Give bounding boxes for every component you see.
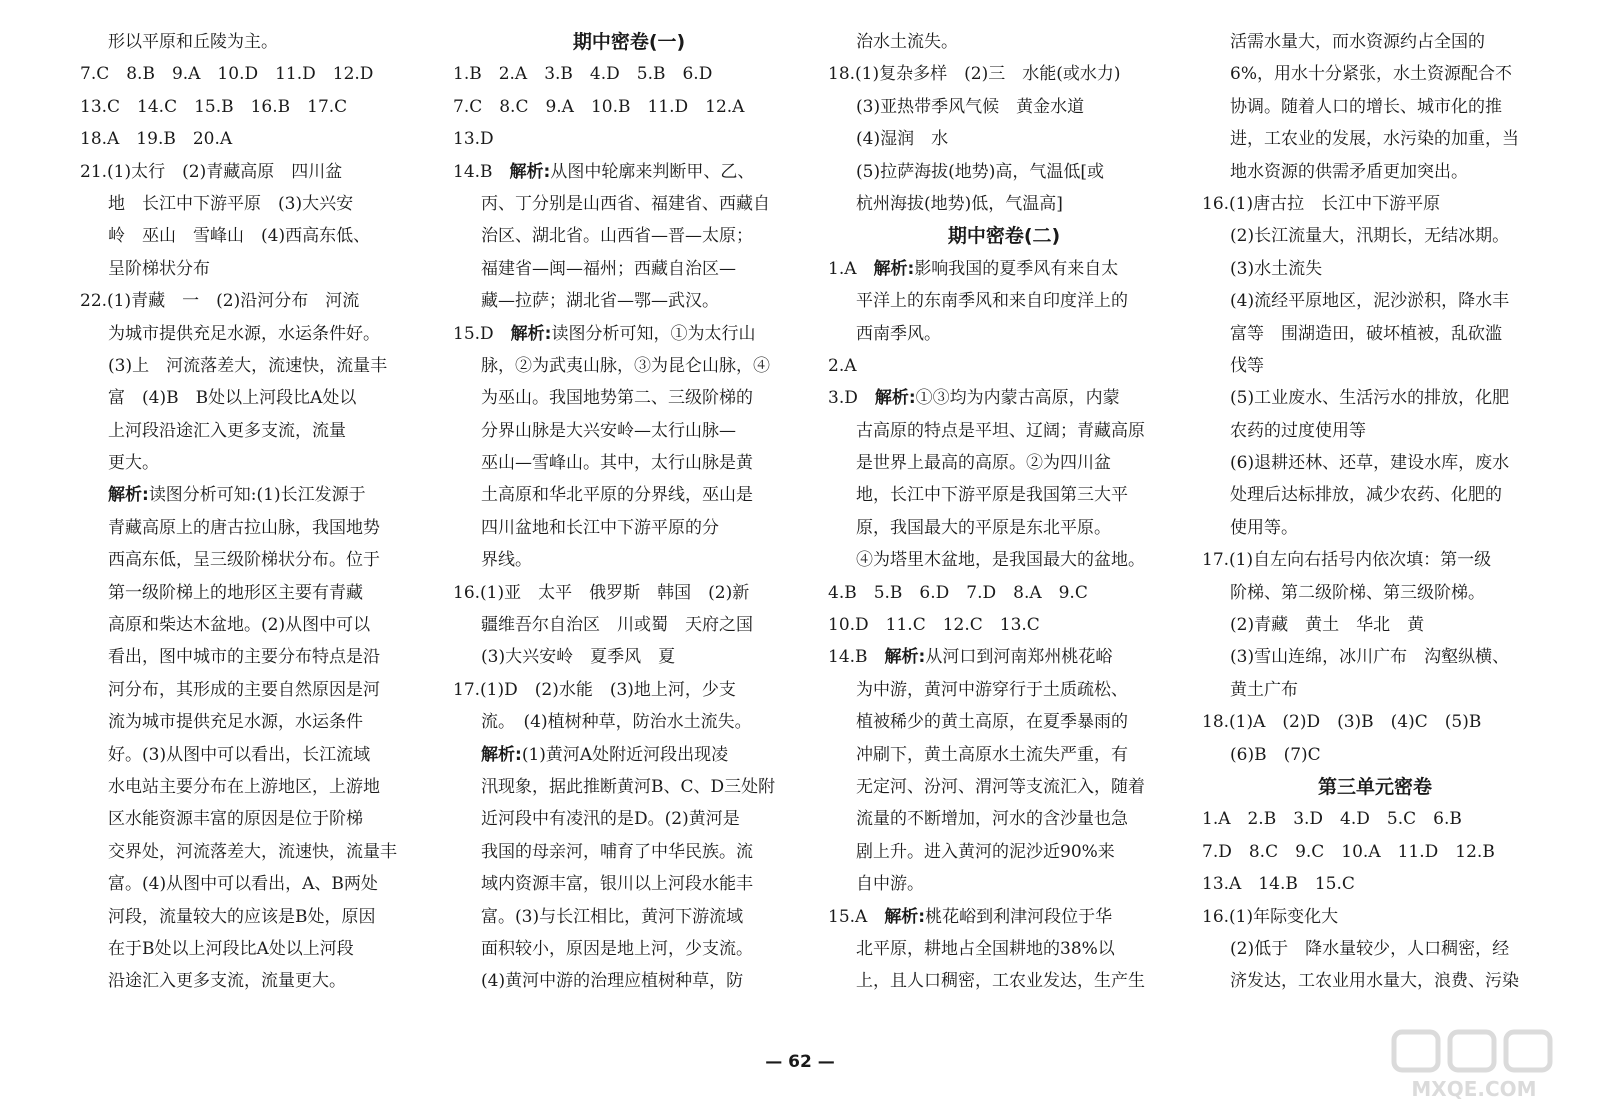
answer-line	[453, 641, 805, 673]
answer-line	[1202, 933, 1548, 965]
answer-line	[80, 771, 432, 803]
answer-line	[1202, 965, 1548, 997]
line-text: (4)湿润 水	[856, 129, 949, 150]
answer-line	[453, 382, 805, 414]
answer-line	[453, 577, 805, 609]
answer-line	[80, 415, 432, 447]
line-text: 上，且人口稠密，工农业发达，生产生	[856, 971, 1145, 992]
line-text: 1.A 2.B 3.D 4.D 5.C 6.B	[1202, 809, 1462, 830]
answer-line	[828, 641, 1180, 673]
answer-line	[453, 706, 805, 738]
line-text: 河段，流量较大的应该是B处，原因	[108, 906, 376, 927]
line-text: 处理后达标排放，减少农药、化肥的	[1230, 485, 1502, 506]
line-text: 丙、丁分别是山西省、福建省、西藏自	[481, 193, 770, 214]
line-text: 冲刷下，黄土高原水土流失严重，有	[856, 744, 1128, 765]
answer-line	[1202, 544, 1548, 576]
answer-line	[828, 609, 1180, 641]
line-text: 杭州海拔(地势)低，气温高]	[856, 193, 1063, 214]
answer-line	[453, 901, 805, 933]
answer-line	[828, 123, 1180, 155]
line-text: 协调。随着人口的增长、城市化的推	[1230, 96, 1502, 117]
answer-line	[1202, 512, 1548, 544]
answer-line	[1202, 91, 1548, 123]
line-text: 阶梯、第二级阶梯、第三级阶梯。	[1230, 582, 1485, 603]
answer-line	[1202, 641, 1548, 673]
answer-line	[453, 58, 805, 90]
line-text: 13.C 14.C 15.B 16.B 17.C	[80, 96, 348, 117]
column-3	[828, 26, 1180, 998]
line-text: 流。 (4)植树种草，防治水土流失。	[481, 712, 752, 733]
line-text: 2.A	[828, 355, 857, 376]
line-text: 上河段沿途汇入更多支流，流量	[108, 420, 346, 441]
line-text: ④为塔里木盆地，是我国最大的盆地。	[856, 550, 1145, 571]
answer-line	[80, 577, 432, 609]
answer-line	[453, 674, 805, 706]
line-text: 汛现象，据此推断黄河B、C、D三处附	[481, 776, 776, 797]
answer-line	[453, 803, 805, 835]
answer-line	[80, 901, 432, 933]
answer-line	[80, 544, 432, 576]
answer-line	[453, 220, 805, 252]
line-text: 第三单元密卷	[1317, 775, 1432, 798]
section-heading	[828, 220, 1180, 252]
line-text: 从河口到河南郑州桃花峪	[925, 647, 1113, 668]
analysis-label: 解析:	[873, 258, 915, 279]
line-text: (6)退耕还林、还草，建设水库，废水	[1230, 453, 1510, 474]
line-text: 黄土广布	[1230, 679, 1298, 700]
line-text: 济发达，工农业用水量大，浪费、污染	[1230, 971, 1519, 992]
line-text: 剧上升。进入黄河的泥沙近90%来	[856, 841, 1115, 862]
line-text: 北平原，耕地占全国耕地的38%以	[856, 938, 1115, 959]
answer-line	[828, 318, 1180, 350]
line-text: 15.A	[828, 906, 885, 927]
answer-line	[453, 479, 805, 511]
line-text: 22.(1)青藏 一 (2)沿河分布 河流	[80, 291, 360, 312]
answer-line	[1202, 26, 1548, 58]
answer-line	[1202, 58, 1548, 90]
line-text: 农药的过度使用等	[1230, 420, 1366, 441]
line-text: 15.D	[453, 323, 511, 344]
line-text: 形以平原和丘陵为主。	[108, 32, 278, 52]
line-text: 交界处，河流落差大，流速快，流量丰	[108, 841, 397, 862]
answer-line	[453, 156, 805, 188]
answer-line	[80, 674, 432, 706]
line-text: 青藏高原上的唐古拉山脉，我国地势	[108, 517, 380, 538]
line-text: 影响我国的夏季风有来自太	[914, 258, 1119, 279]
line-text: 富。(4)从图中可以看出，A、B两处	[108, 874, 378, 895]
line-text: 17.(1)自左向右括号内依次填：第一级	[1202, 550, 1492, 571]
line-text: 好。(3)从图中可以看出，长江流域	[108, 744, 371, 765]
answer-line	[1202, 123, 1548, 155]
answer-line	[828, 901, 1180, 933]
line-text: 活需水量大，而水资源约占全国的	[1230, 32, 1485, 52]
answer-line	[80, 868, 432, 900]
answer-line	[1202, 220, 1548, 252]
line-text: 在于B处以上河段比A处以上河段	[108, 938, 354, 959]
line-text: 近河段中有凌汛的是D。(2)黄河是	[481, 809, 740, 830]
answer-line	[828, 58, 1180, 90]
answer-line	[1202, 803, 1548, 835]
line-text: 沿途汇入更多支流，流量更大。	[108, 971, 346, 992]
line-text: 岭 巫山 雪峰山 (4)西高东低、	[108, 226, 371, 247]
line-text: (2)青藏 黄土 华北 黄	[1230, 615, 1425, 636]
answer-line	[453, 933, 805, 965]
answer-line	[1202, 609, 1548, 641]
answer-line	[828, 836, 1180, 868]
line-text: (4)流经平原地区，泥沙淤积，降水丰	[1230, 291, 1510, 312]
answer-line	[1202, 382, 1548, 414]
answer-line	[828, 512, 1180, 544]
answer-line	[828, 674, 1180, 706]
line-text: 富。(3)与长江相比，黄河下游流域	[481, 906, 744, 927]
answer-line	[80, 350, 432, 382]
line-text: (3)上 河流落差大，流速快，流量丰	[108, 355, 388, 376]
analysis-label: 解析:	[509, 161, 551, 182]
line-text: 地 长江中下游平原 (3)大兴安	[108, 193, 354, 214]
section-heading	[1202, 771, 1548, 803]
analysis-label: 解析:	[510, 323, 552, 344]
line-text: 18.(1)复杂多样 (2)三 水能(或水力)	[828, 64, 1121, 85]
answer-line	[80, 933, 432, 965]
answer-line	[828, 26, 1180, 58]
answer-line	[453, 836, 805, 868]
answer-line	[80, 641, 432, 673]
answer-line	[828, 447, 1180, 479]
line-text: (2)长江流量大，汛期长，无结冰期。	[1230, 226, 1510, 247]
line-text: 4.B 5.B 6.D 7.D 8.A 9.C	[828, 582, 1088, 603]
answer-line	[80, 91, 432, 123]
line-text: 16.(1)唐古拉 长江中下游平原	[1202, 193, 1441, 214]
line-text: 1.B 2.A 3.B 4.D 5.B 6.D	[453, 64, 713, 85]
answer-line	[80, 123, 432, 155]
answer-line	[80, 58, 432, 90]
analysis-label: 解析:	[874, 388, 916, 409]
answer-line	[828, 479, 1180, 511]
line-text: 域内资源丰富，银川以上河段水能丰	[481, 874, 753, 895]
line-text: 伐等	[1230, 355, 1264, 376]
line-text: 第一级阶梯上的地形区主要有青藏	[108, 582, 363, 603]
line-text: (3)雪山连绵，冰川广布 沟壑纵横、	[1230, 647, 1510, 668]
answer-line	[453, 868, 805, 900]
answer-line	[1202, 836, 1548, 868]
line-text: 7.C 8.B 9.A 10.D 11.D 12.D	[80, 64, 374, 85]
column-1	[80, 26, 432, 998]
line-text: 13.D	[453, 129, 494, 150]
answer-line	[828, 350, 1180, 382]
answer-line	[453, 512, 805, 544]
column-2	[453, 26, 805, 998]
line-text: 我国的母亲河，哺育了中华民族。流	[481, 841, 753, 862]
answer-line	[1202, 156, 1548, 188]
line-text: ①③均为内蒙古高原，内蒙	[915, 388, 1120, 409]
line-text: 读图分析可知:(1)长江发源于	[148, 485, 366, 506]
answer-line	[828, 91, 1180, 123]
answer-line	[828, 382, 1180, 414]
answer-line	[828, 156, 1180, 188]
line-text: 面积较小，原因是地上河，少支流。	[481, 938, 753, 959]
line-text: 进，工农业的发展，水污染的加重，当	[1230, 129, 1519, 150]
answer-line	[453, 285, 805, 317]
answer-line	[1202, 188, 1548, 220]
line-text: 西高东低，呈三级阶梯状分布。位于	[108, 550, 380, 571]
answer-line	[453, 253, 805, 285]
line-text: 17.(1)D (2)水能 (3)地上河，少支	[453, 679, 736, 700]
line-text: 使用等。	[1230, 517, 1298, 538]
line-text: 期中密卷(二)	[947, 225, 1061, 248]
line-text: (4)黄河中游的治理应植树种草，防	[481, 971, 744, 992]
line-text: (3)水土流失	[1230, 258, 1323, 279]
answer-line	[80, 803, 432, 835]
line-text: (5)工业废水、生活污水的排放，化肥	[1230, 388, 1510, 409]
answer-line	[1202, 674, 1548, 706]
line-text: 是世界上最高的高原。②为四川盆	[856, 453, 1111, 474]
answer-line	[80, 836, 432, 868]
line-text: 植被稀少的黄土高原，在夏季暴雨的	[856, 712, 1128, 733]
line-text: 看出，图中城市的主要分布特点是沿	[108, 647, 380, 668]
answer-line	[80, 382, 432, 414]
line-text: 桃花峪到利津河段位于华	[925, 906, 1113, 927]
answer-line	[1202, 577, 1548, 609]
answer-line	[828, 868, 1180, 900]
answer-line	[453, 415, 805, 447]
answer-line	[80, 253, 432, 285]
answer-line	[453, 318, 805, 350]
answer-line	[1202, 415, 1548, 447]
line-text: (2)低于 降水量较少，人口稠密，经	[1230, 938, 1510, 959]
line-text: 古高原的特点是平坦、辽阔；青藏高原	[856, 420, 1145, 441]
line-text: 为城市提供充足水源，水运条件好。	[108, 323, 380, 344]
answer-line	[453, 609, 805, 641]
answer-line	[828, 577, 1180, 609]
line-text: (5)拉萨海拔(地势)高，气温低[或	[856, 161, 1104, 182]
answer-line	[80, 188, 432, 220]
line-text: 21.(1)太行 (2)青藏高原 四川盆	[80, 161, 343, 182]
answer-line	[828, 544, 1180, 576]
answer-line	[80, 318, 432, 350]
line-text: 为中游，黄河中游穿行于土质疏松、	[856, 679, 1128, 700]
answer-line	[828, 933, 1180, 965]
line-text: 16.(1)亚 太平 俄罗斯 韩国 (2)新	[453, 582, 750, 603]
answer-line	[80, 706, 432, 738]
answer-line	[80, 285, 432, 317]
line-text: 土高原和华北平原的分界线，巫山是	[481, 485, 753, 506]
answer-line	[453, 188, 805, 220]
line-text: 16.(1)年际变化大	[1202, 906, 1339, 927]
page-number: — 62 —	[765, 1052, 835, 1072]
line-text: (1)黄河A处附近河段出现凌	[521, 744, 729, 765]
line-text: 无定河、汾河、渭河等支流汇入，随着	[856, 776, 1145, 797]
line-text: 7.D 8.C 9.C 10.A 11.D 12.B	[1202, 841, 1495, 862]
line-text: 流量的不断增加，河水的含沙量也急	[856, 809, 1128, 830]
line-text: 富 (4)B B处以上河段比A处以	[108, 388, 357, 409]
answer-line	[453, 123, 805, 155]
line-text: 巫山—雪峰山。其中，太行山脉是黄	[481, 453, 753, 474]
answer-line	[1202, 479, 1548, 511]
answer-line	[1202, 253, 1548, 285]
analysis-label: 解析:	[884, 906, 926, 927]
line-text: 区水能资源丰富的原因是位于阶梯	[108, 809, 363, 830]
answer-line	[453, 350, 805, 382]
line-text: 地，长江中下游平原是我国第三大平	[856, 485, 1128, 506]
answer-line	[1202, 706, 1548, 738]
watermark-text: MXQE.COM	[1411, 1077, 1537, 1101]
line-text: 高原和柴达木盆地。(2)从图中可以	[108, 615, 371, 636]
line-text: 界线。	[481, 550, 532, 571]
line-text: 流为城市提供充足水源，水运条件	[108, 712, 363, 733]
line-text: 治区、湖北省。山西省—晋—太原；	[481, 226, 753, 247]
line-text: 自中游。	[856, 874, 924, 895]
line-text: 6%，用水十分紧张，水土资源配合不	[1230, 64, 1512, 85]
line-text: 18.(1)A (2)D (3)B (4)C (5)B	[1202, 712, 1482, 733]
line-text: 地水资源的供需矛盾更加突出。	[1230, 161, 1468, 182]
line-text: 疆维吾尔自治区 川或蜀 天府之国	[481, 615, 753, 636]
line-text: (3)亚热带季风气候 黄金水道	[856, 96, 1085, 117]
answer-line	[453, 965, 805, 997]
answer-line	[828, 771, 1180, 803]
answer-line	[1202, 285, 1548, 317]
analysis-label: 解析:	[108, 485, 149, 506]
line-text: 四川盆地和长江中下游平原的分	[481, 517, 719, 538]
answer-line	[80, 447, 432, 479]
line-text: 10.D 11.C 12.C 13.C	[828, 615, 1040, 636]
answer-line	[453, 771, 805, 803]
line-text: 14.B	[453, 161, 510, 182]
answer-line	[828, 188, 1180, 220]
line-text: 西南季风。	[856, 323, 941, 344]
column-4	[1202, 26, 1548, 998]
answer-line	[80, 965, 432, 997]
answer-line	[828, 965, 1180, 997]
answer-line	[828, 706, 1180, 738]
answer-line	[80, 512, 432, 544]
line-text: 1.A	[828, 258, 874, 279]
answer-line	[80, 609, 432, 641]
analysis-label: 解析:	[884, 647, 926, 668]
answer-line	[828, 739, 1180, 771]
answer-line	[80, 739, 432, 771]
line-text: 脉，②为武夷山脉，③为昆仑山脉，④	[481, 355, 770, 376]
line-text: (3)大兴安岭 夏季风 夏	[481, 647, 676, 668]
answer-line	[80, 220, 432, 252]
line-text: 富等 围湖造田，破坏植被，乱砍滥	[1230, 323, 1502, 344]
answer-line	[1202, 447, 1548, 479]
answer-line	[828, 253, 1180, 285]
answer-line	[1202, 901, 1548, 933]
line-text: 河分布，其形成的主要自然原因是河	[108, 679, 380, 700]
line-text: 分界山脉是大兴安岭—太行山脉—	[481, 420, 736, 441]
answer-line	[453, 739, 805, 771]
answer-line	[828, 415, 1180, 447]
line-text: 治水土流失。	[856, 32, 958, 52]
answer-line	[80, 26, 432, 58]
line-text: 平洋上的东南季风和来自印度洋上的	[856, 291, 1128, 312]
answer-line	[1202, 350, 1548, 382]
line-text: 更大。	[108, 453, 159, 474]
answer-line	[828, 285, 1180, 317]
line-text: 藏—拉萨；湖北省—鄂—武汉。	[481, 291, 719, 312]
line-text: 为巫山。我国地势第二、三级阶梯的	[481, 388, 753, 409]
line-text: 14.B	[828, 647, 885, 668]
line-text: 水电站主要分布在上游地区，上游地	[108, 776, 380, 797]
line-text: 读图分析可知，①为太行山	[551, 323, 756, 344]
line-text: 原，我国最大的平原是东北平原。	[856, 517, 1111, 538]
line-text: 福建省—闽—福州；西藏自治区—	[481, 258, 736, 279]
watermark-logo-icon	[1390, 1028, 1560, 1102]
answer-line	[453, 91, 805, 123]
answer-line	[828, 803, 1180, 835]
line-text: 18.A 19.B 20.A	[80, 129, 233, 150]
answer-line	[453, 544, 805, 576]
analysis-label: 解析:	[481, 744, 522, 765]
answer-line	[1202, 868, 1548, 900]
answer-line	[80, 479, 432, 511]
line-text: 13.A 14.B 15.C	[1202, 874, 1355, 895]
line-text: 从图中轮廓来判断甲、乙、	[550, 161, 755, 182]
line-text: 呈阶梯状分布	[108, 258, 210, 279]
answer-line	[80, 156, 432, 188]
line-text: 3.D	[828, 388, 875, 409]
section-heading	[453, 26, 805, 58]
answer-line	[453, 447, 805, 479]
line-text: 期中密卷(一)	[572, 31, 686, 53]
line-text: (6)B (7)C	[1230, 744, 1321, 765]
answer-line	[1202, 739, 1548, 771]
line-text: 7.C 8.C 9.A 10.B 11.D 12.A	[453, 96, 745, 117]
answer-line	[1202, 318, 1548, 350]
